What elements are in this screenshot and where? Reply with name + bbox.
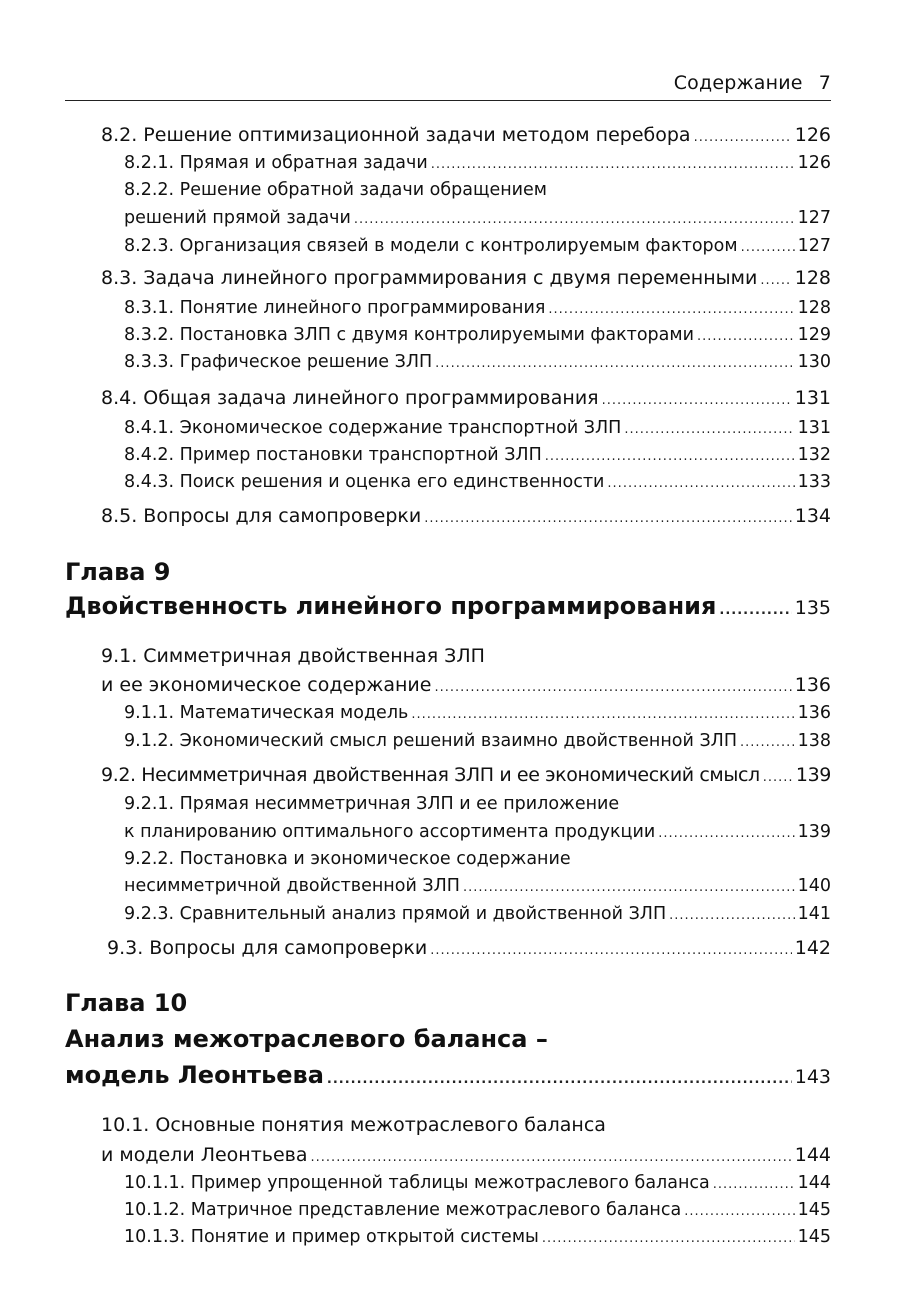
- chapter-10-label: Глава 10: [65, 989, 188, 1017]
- toc-entry-9-2-2-line1: 9.2.2. Постановка и экономическое содержание: [124, 849, 571, 869]
- toc-entry-9-1[interactable]: и ее экономическое содержание ..... 136: [101, 674, 831, 696]
- toc-entry-8-2-2[interactable]: решений прямой задачи ..... 127: [124, 208, 831, 228]
- running-header: [65, 70, 831, 101]
- toc-entry-8-4-2[interactable]: 8.4.2. Пример постановки транспортной ЗЛП ..... 132: [124, 445, 831, 465]
- toc-entry-10-1-line1: 10.1. Основные понятия межотраслевого баланса: [101, 1114, 606, 1136]
- toc-entry-8-2-2-line1: 8.2.2. Решение обратной задачи обращением: [124, 180, 547, 200]
- chapter-10-title[interactable]: модель Леонтьева ..... 143: [65, 1061, 831, 1089]
- toc-entry-10-1-1[interactable]: 10.1.1. Пример упрощенной таблицы межотраслевого баланса ..... 144: [124, 1173, 831, 1193]
- header-title: Содержание: [673, 72, 803, 94]
- toc-entry-9-2-3[interactable]: 9.2.3. Сравнительный анализ прямой и двойственной ЗЛП ..... 141: [124, 904, 831, 924]
- toc-entry-9-1-1[interactable]: 9.1.1. Математическая модель ..... 136: [124, 703, 831, 723]
- page-number: 7: [818, 72, 831, 94]
- toc-entry-8-3-3[interactable]: 8.3.3. Графическое решение ЗЛП ..... 130: [124, 352, 831, 372]
- toc-entry-9-2-1[interactable]: к планированию оптимального ассортимента продукции ..... 139: [124, 822, 831, 842]
- toc-entry-9-3[interactable]: 9.3. Вопросы для самопроверки ..... 142: [107, 937, 831, 959]
- chapter-9-label: Глава 9: [65, 558, 171, 586]
- toc-entry-10-1-2[interactable]: 10.1.2. Матричное представление межотраслевого баланса ..... 145: [124, 1200, 831, 1220]
- toc-entry-8-4-3[interactable]: 8.4.3. Поиск решения и оценка его единственности ..... 133: [124, 472, 831, 492]
- toc-entry-8-2-3[interactable]: 8.2.3. Организация связей в модели с контролируемым фактором ..... 127: [124, 236, 831, 256]
- toc-entry-10-1-3[interactable]: 10.1.3. Понятие и пример открытой системы ..... 145: [124, 1227, 831, 1247]
- toc-entry-8-4[interactable]: 8.4. Общая задача линейного программирования ..... 131: [101, 387, 831, 409]
- toc-entry-8-2-1[interactable]: 8.2.1. Прямая и обратная задачи ..... 126: [124, 153, 831, 173]
- toc-entry-8-3[interactable]: 8.3. Задача линейного программирования с двумя переменными ..... 128: [101, 267, 831, 289]
- toc-entry-8-2[interactable]: 8.2. Решение оптимизационной задачи методом перебора ..... 126: [101, 124, 831, 146]
- toc-entry-8-3-2[interactable]: 8.3.2. Постановка ЗЛП с двумя контролируемыми факторами ..... 129: [124, 325, 831, 345]
- chapter-9-title[interactable]: Двойственность линейного программирования ..... 135: [65, 592, 831, 620]
- toc-entry-9-1-2[interactable]: 9.1.2. Экономический смысл решений взаимно двойственной ЗЛП ..... 138: [124, 731, 831, 751]
- toc-entry-9-2-2[interactable]: несимметричной двойственной ЗЛП ..... 140: [124, 876, 831, 896]
- toc-entry-8-4-1[interactable]: 8.4.1. Экономическое содержание транспортной ЗЛП ..... 131: [124, 418, 831, 438]
- toc-entry-8-5[interactable]: 8.5. Вопросы для самопроверки ..... 134: [101, 505, 831, 527]
- toc-entry-9-2-1-line1: 9.2.1. Прямая несимметричная ЗЛП и ее приложение: [124, 794, 620, 814]
- toc-entry-9-1-line1: 9.1. Симметричная двойственная ЗЛП: [101, 645, 485, 667]
- toc-entry-8-3-1[interactable]: 8.3.1. Понятие линейного программирования ..... 128: [124, 298, 831, 318]
- toc-entry-9-2[interactable]: 9.2. Несимметричная двойственная ЗЛП и ее экономический смысл ..... 139: [101, 764, 831, 786]
- toc-entry-10-1[interactable]: и модели Леонтьева ..... 144: [101, 1144, 831, 1166]
- header-run: [674, 72, 831, 94]
- chapter-10-title-line1: Анализ межотраслевого баланса –: [65, 1025, 548, 1053]
